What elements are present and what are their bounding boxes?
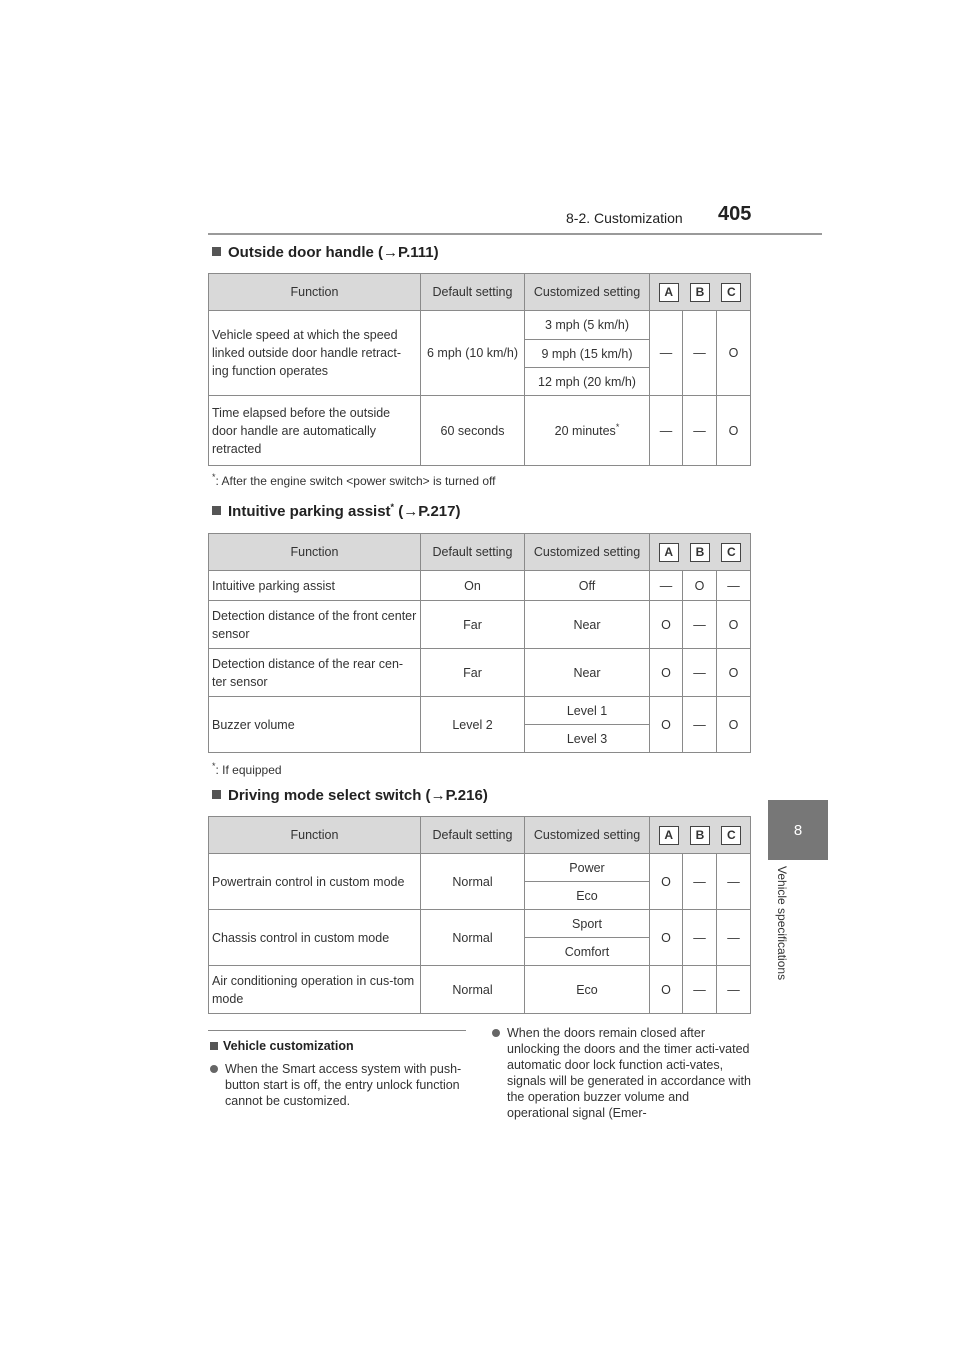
function-cell: Intuitive parking assist	[209, 571, 421, 601]
function-cell: Buzzer volume	[209, 697, 421, 753]
notes-rule	[208, 1030, 466, 1031]
custom-cell: Near	[525, 649, 650, 697]
custom-cell: 3 mph (5 km/h)	[525, 311, 650, 340]
custom-cell: Comfort	[525, 938, 650, 966]
mark-a: O	[650, 854, 683, 910]
mark-c: —	[717, 571, 751, 601]
square-bullet-icon	[212, 506, 221, 515]
section-title-outside-door-handle: Outside door handle (→P.111)	[212, 244, 439, 261]
custom-cell: Level 1	[525, 697, 650, 725]
chapter-tab: 8	[768, 800, 828, 860]
table-row	[209, 396, 751, 466]
note-bullet-2: When the doors remain closed after unlocking the doors and the timer acti-vated automatic door lock function acti-vates, signals will be generated in accordance with the operation buzzer volume and operational signal (Emer-	[492, 1025, 752, 1041]
footnote-1: *: After the engine switch <power switch> is turned off	[212, 472, 496, 488]
table-row	[209, 601, 751, 649]
page-ref-link[interactable]: →P.216)	[430, 787, 488, 804]
label-b: B	[690, 283, 710, 302]
page-number: 405	[718, 203, 752, 225]
mark-b: —	[683, 649, 717, 697]
custom-cell: Power	[525, 854, 650, 882]
section-header: 8-2. Customization	[566, 210, 683, 226]
table-header-row	[209, 534, 751, 571]
square-bullet-icon	[212, 790, 221, 799]
table-header-row	[209, 274, 751, 311]
default-cell: Level 2	[421, 697, 525, 753]
default-cell: On	[421, 571, 525, 601]
table-row	[209, 697, 751, 725]
function-cell: Detection distance of the front center sensor	[209, 601, 421, 649]
driving-mode-table	[208, 816, 751, 1014]
mark-b: —	[683, 311, 717, 396]
mark-c: O	[717, 697, 751, 753]
mark-a: O	[650, 966, 683, 1014]
mark-b: O	[683, 571, 717, 601]
mark-c: —	[717, 910, 751, 966]
abc-header	[650, 274, 751, 311]
default-cell: Normal	[421, 854, 525, 910]
mark-c: O	[717, 311, 751, 396]
custom-cell: 20 minutes*	[525, 396, 650, 466]
default-cell: Normal	[421, 910, 525, 966]
table-row	[209, 910, 751, 938]
function-cell: Time elapsed before the outside door handle are automatically retracted	[209, 396, 421, 466]
function-cell: Chassis control in custom mode	[209, 910, 421, 966]
label-a: A	[659, 826, 679, 845]
mark-a: —	[650, 311, 683, 396]
mark-c: —	[717, 966, 751, 1014]
mark-a: O	[650, 697, 683, 753]
abc-header	[650, 534, 751, 571]
function-header: Function	[209, 817, 421, 854]
default-cell: Far	[421, 649, 525, 697]
notes-heading: Vehicle customization	[210, 1039, 354, 1053]
mark-b: —	[683, 697, 717, 753]
table-header-row	[209, 817, 751, 854]
custom-cell: 9 mph (15 km/h)	[525, 340, 650, 368]
square-bullet-icon	[212, 247, 221, 256]
mark-a: O	[650, 649, 683, 697]
square-bullet-icon	[210, 1042, 218, 1050]
customized-header: Customized setting	[525, 534, 650, 571]
default-cell: 60 seconds	[421, 396, 525, 466]
outside-door-handle-table	[208, 273, 751, 466]
mark-a: O	[650, 910, 683, 966]
custom-cell: Near	[525, 601, 650, 649]
table-row	[209, 571, 751, 601]
section-title-parking-assist: Intuitive parking assist* (→P.217)	[212, 502, 461, 520]
mark-b: —	[683, 966, 717, 1014]
mark-b: —	[683, 601, 717, 649]
bullet-dot-icon	[210, 1065, 218, 1073]
label-a: A	[659, 283, 679, 302]
customized-header: Customized setting	[525, 817, 650, 854]
mark-b: —	[683, 910, 717, 966]
footnote-2: *: If equipped	[212, 761, 282, 777]
custom-cell: Off	[525, 571, 650, 601]
mark-c: O	[717, 601, 751, 649]
table-row	[209, 649, 751, 697]
function-cell: Detection distance of the rear cen-ter sensor	[209, 649, 421, 697]
default-header: Default setting	[421, 274, 525, 311]
function-header: Function	[209, 274, 421, 311]
mark-a: O	[650, 601, 683, 649]
customized-header: Customized setting	[525, 274, 650, 311]
custom-cell: Sport	[525, 910, 650, 938]
bullet-dot-icon	[492, 1029, 500, 1037]
label-a: A	[659, 543, 679, 562]
parking-assist-table	[208, 533, 751, 753]
default-header: Default setting	[421, 817, 525, 854]
table-row	[209, 966, 751, 1014]
note-bullet-1: When the Smart access system with push-button start is off, the entry unlock function cannot be customized.	[210, 1061, 470, 1077]
table-row	[209, 311, 751, 340]
label-c: C	[721, 283, 741, 302]
header-rule	[208, 233, 822, 235]
abc-header	[650, 817, 751, 854]
page-ref-link[interactable]: (→P.217)	[394, 503, 461, 520]
mark-b: —	[683, 396, 717, 466]
table-row	[209, 854, 751, 882]
function-cell: Air conditioning operation in cus-tom mode	[209, 966, 421, 1014]
label-b: B	[690, 826, 710, 845]
mark-c: O	[717, 649, 751, 697]
mark-a: —	[650, 396, 683, 466]
page-ref-link[interactable]: →P.111)	[383, 244, 439, 261]
mark-c: O	[717, 396, 751, 466]
custom-cell: Eco	[525, 966, 650, 1014]
label-c: C	[721, 826, 741, 845]
default-cell: Far	[421, 601, 525, 649]
custom-cell: 12 mph (20 km/h)	[525, 368, 650, 396]
default-header: Default setting	[421, 534, 525, 571]
function-cell: Powertrain control in custom mode	[209, 854, 421, 910]
mark-c: —	[717, 854, 751, 910]
default-cell: Normal	[421, 966, 525, 1014]
label-b: B	[690, 543, 710, 562]
function-header: Function	[209, 534, 421, 571]
chapter-label: Vehicle specifications	[775, 866, 789, 981]
mark-b: —	[683, 854, 717, 910]
section-title-driving-mode: Driving mode select switch (→P.216)	[212, 787, 488, 804]
custom-cell: Level 3	[525, 725, 650, 753]
mark-a: —	[650, 571, 683, 601]
label-c: C	[721, 543, 741, 562]
function-cell: Vehicle speed at which the speed linked outside door handle retract-ing function operates	[209, 311, 421, 396]
default-cell: 6 mph (10 km/h)	[421, 311, 525, 396]
custom-cell: Eco	[525, 882, 650, 910]
